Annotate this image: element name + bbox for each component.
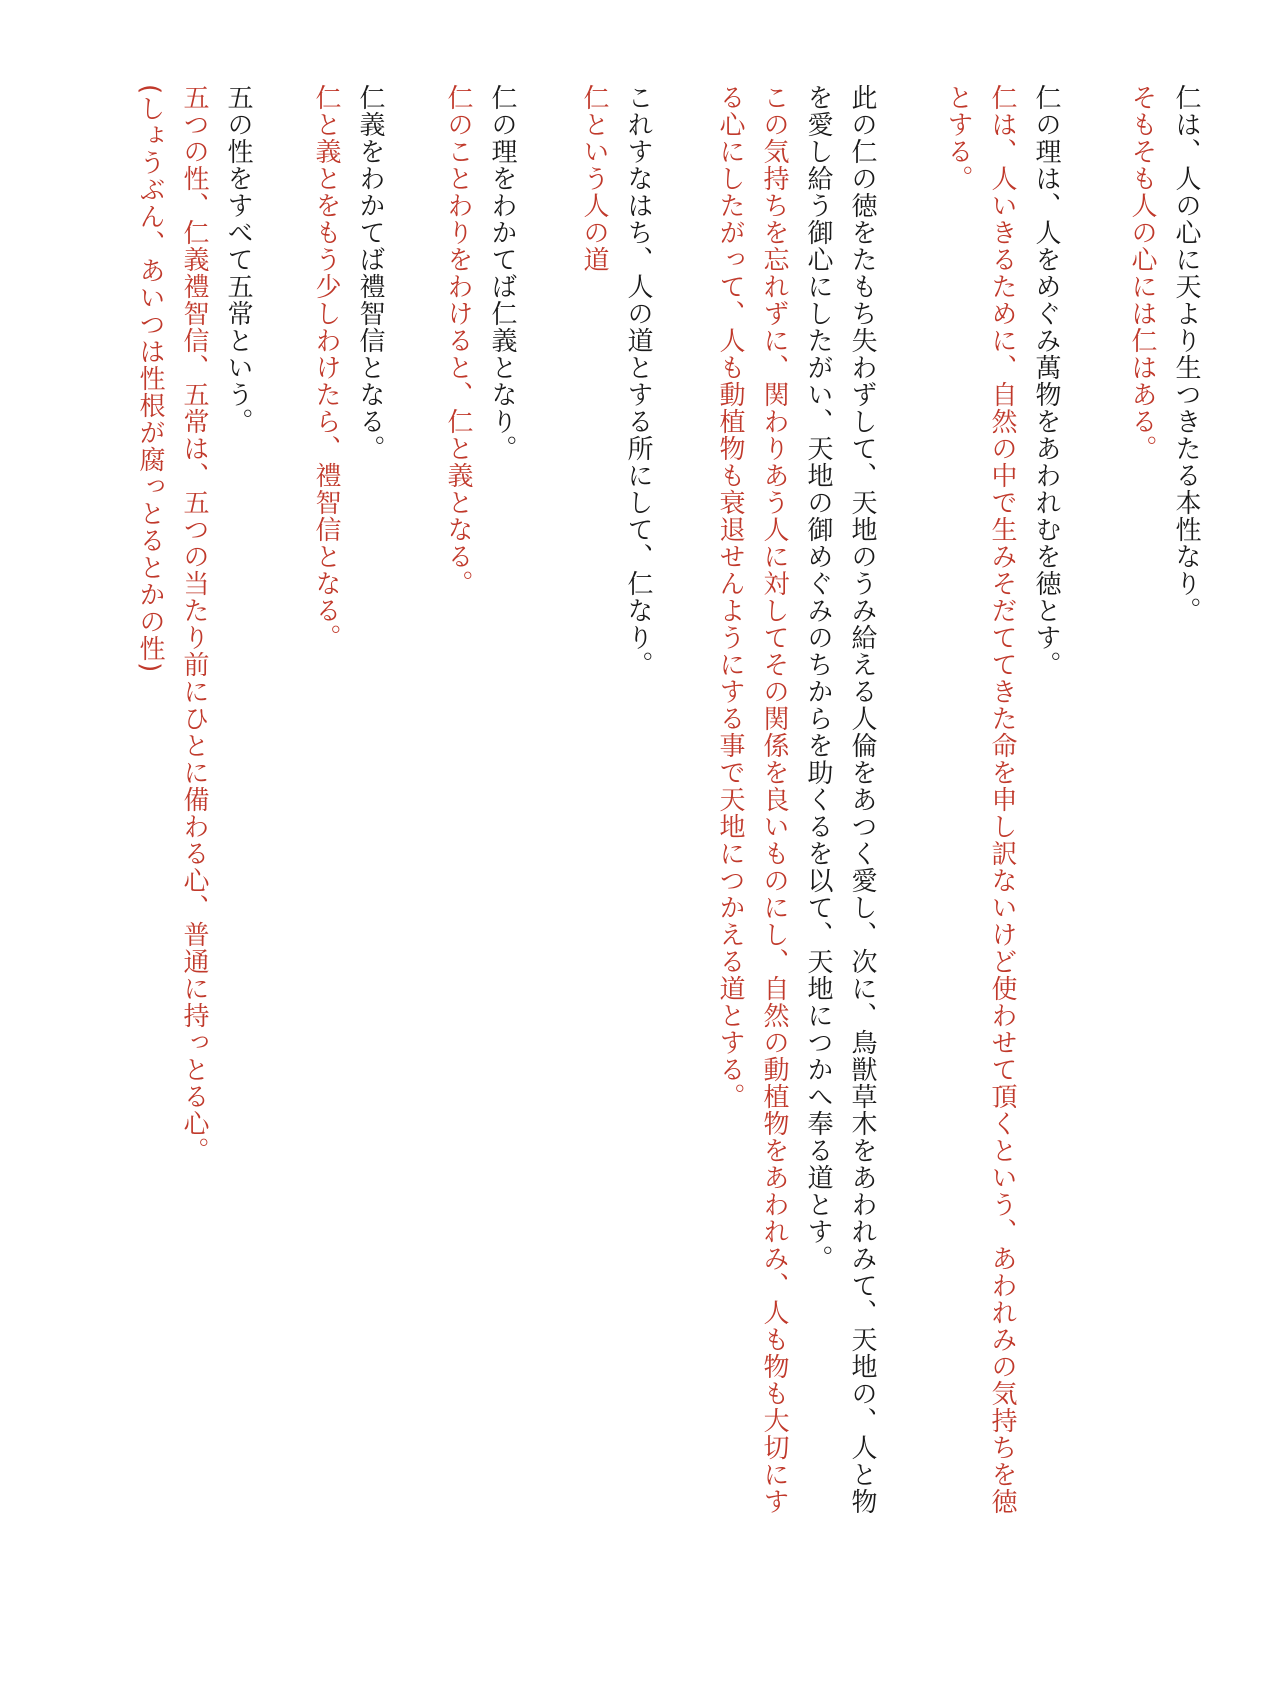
translation-line: この気持ちを忘れずに、関わりあう人に対してその関係を良いものにし、自然の動植物をあわれみ、人も物も大切にす	[759, 84, 789, 1515]
original-line: を愛し給う御心にしたがい、天地の御めぐみのちからを助くるを以て、天地につかへ奉る道とす。	[803, 84, 833, 1272]
translation-line: そもそも人の心には仁はある。	[1127, 84, 1157, 462]
translation-line: る心にしたがって、人も動植物も衰退せんようにする事で天地につかえる道とする。	[715, 84, 745, 1110]
original-line: 仁義をわかてば禮智信となる。	[355, 84, 385, 462]
original-line: 五の性をすべて五常という。	[223, 84, 253, 435]
original-line: 仁は、人の心に天より生つきたる本性なり。	[1171, 84, 1201, 624]
translation-line: 仁は、人いきるために、自然の中で生みそだててきた命を申し訳ないけど使わせて頂くという、あわれみの気持ちを徳	[987, 84, 1017, 1515]
original-line: 仁の理をわかてば仁義となり。	[487, 84, 517, 462]
original-line: 仁の理は、人をめぐみ萬物をあわれむを徳とす。	[1031, 84, 1061, 678]
translation-line: 仁のことわりをわけると、仁と義となる。	[443, 84, 473, 597]
original-line: これすなはち、人の道とする所にして、仁なり。	[623, 84, 653, 678]
translation-line: (しょうぶん、あいつは性根が腐っとるとかの性)	[135, 84, 165, 674]
translation-line: 仁という人の道	[579, 84, 609, 273]
translation-line: 仁と義とをもう少しわけたら、禮智信となる。	[311, 84, 341, 651]
translation-line: 五つの性、仁義禮智信、五常は、五つの当たり前にひとに備わる心、普通に持っとる心。	[179, 84, 209, 1164]
translation-line: とする。	[943, 84, 973, 192]
original-line: 此の仁の徳をたもち失わずして、天地のうみ給える人倫をあつく愛し、次に、鳥獣草木をあわれみて、天地の、人と物	[847, 84, 877, 1515]
